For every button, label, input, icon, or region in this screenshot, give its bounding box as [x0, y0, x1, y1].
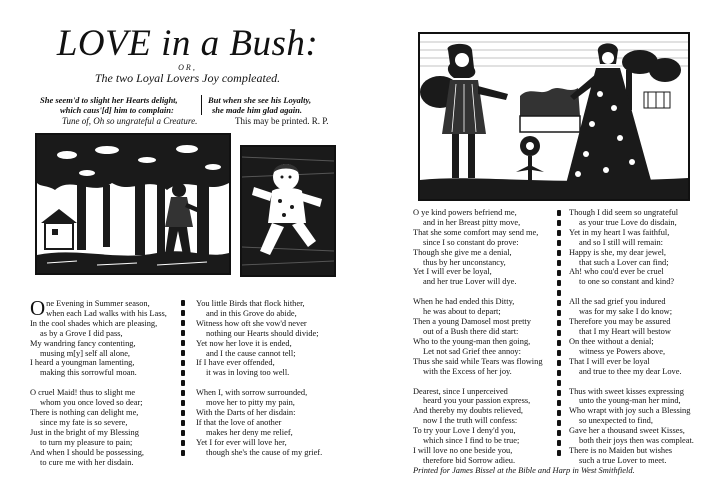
stanza — [413, 387, 543, 466]
verse-line: When he had ended this Ditty, — [413, 297, 515, 307]
summary-divider — [201, 95, 202, 115]
column-4 — [569, 208, 694, 466]
verse-line: Let not sad Grief thee annoy: — [423, 346, 521, 356]
verse-line: In the cool shades which are pleasing, — [30, 318, 158, 328]
verse-line: There is nothing can delight me, — [30, 408, 139, 418]
verse-line: which since I find to be true; — [423, 436, 520, 446]
verse-line: as your true Love do disdain, — [579, 217, 677, 227]
column-3 — [413, 208, 543, 466]
verse-line: move her to pitty my pain, — [206, 398, 295, 408]
ballad-title — [0, 24, 375, 64]
imprint: Printed for James Bissel at the Bible and Harp in West Smithfield. — [413, 466, 635, 475]
verse-line: so unexpected to find, — [579, 416, 653, 426]
verse-line: now I the truth will confess: — [423, 416, 518, 426]
title-or: OR, — [178, 63, 197, 72]
stanza — [569, 208, 694, 287]
verse-line: since I so constant do prove: — [423, 237, 519, 247]
tune-note: Tune of, Oh so ungrateful a Creature. — [62, 116, 198, 126]
stanza — [30, 388, 161, 467]
stanza — [569, 297, 694, 376]
verse-line: Thus she said while Tears was flowing — [413, 356, 543, 366]
verse-line: Gave her a thousand sweet Kisses, — [569, 426, 685, 436]
verse-line: makes her deny me relief, — [206, 427, 293, 437]
verse-line: and I the cause cannot tell; — [206, 348, 296, 358]
verse-line: If I have ever offended, — [196, 358, 275, 368]
summary-left-line-2: which caus'[d] him to complain: — [60, 105, 174, 115]
title-text: LOVE in a Bush: — [56, 23, 319, 64]
verse-line: whom you once loved so dear; — [40, 398, 143, 408]
verse-line: Who to the young-man then going, — [413, 336, 531, 346]
column-2 — [196, 299, 322, 458]
verse-line: to cure me with her disdain. — [40, 457, 134, 467]
verse-line: such a true Lover to meet. — [579, 455, 667, 465]
verse-line: I will love no one beside you, — [413, 445, 513, 455]
stanza — [569, 387, 694, 466]
verse-line: and true to thee my dear Love. — [579, 366, 682, 376]
verse-line: that such a Lover can find; — [579, 257, 669, 267]
summary-left-line-1: She seem'd to slight her Hearts delight, — [40, 95, 178, 105]
verse-line: To try your Love I deny'd you, — [413, 426, 516, 436]
verse-line: though she's the cause of my grief. — [206, 447, 323, 457]
verse-line: Ah! who cou'd ever be cruel — [569, 267, 664, 277]
verse-line: Just in the bright of my Blessing — [30, 427, 139, 437]
verse-line: musing m[y] self all alone, — [40, 348, 131, 358]
verse-line: and in her Breast pitty move, — [423, 217, 521, 227]
verse-line: witness ye Powers above, — [579, 346, 666, 356]
verse-line: O cruel Maid! thus to slight me — [30, 388, 136, 398]
stanza — [196, 299, 322, 378]
verse-line: was for my sake I do know; — [579, 307, 673, 317]
column-divider-ornament — [557, 210, 562, 460]
lovers-illustration — [420, 34, 688, 199]
verse-line: Happy is she, my dear jewel, — [569, 247, 666, 257]
verse-line: Then a young Damosel most pretty — [413, 317, 531, 327]
verse-line: Yet I will ever be loyal, — [413, 267, 492, 277]
column-divider-ornament — [181, 300, 186, 460]
verse-line: as by a Grove I did pass, — [40, 328, 123, 338]
verse-line: Witness how oft she vow'd never — [196, 318, 307, 328]
verse-line: If that the love of another — [196, 417, 282, 427]
column-1 — [30, 296, 167, 468]
stanza — [196, 388, 322, 457]
woodcut-cherub — [240, 145, 336, 277]
verse-line: O ye kind powers befriend me, — [413, 208, 517, 217]
verse-line: and her true Lover will dye. — [423, 277, 517, 287]
verse-line: With the Darts of her disdain: — [196, 408, 296, 418]
verse-line: thus by her unconstancy, — [423, 257, 506, 267]
verse-line: There is no Maiden but wishes — [569, 445, 673, 455]
stanza — [413, 208, 543, 287]
cherub-illustration — [242, 147, 334, 275]
verse-line: On thee without a denial; — [569, 336, 654, 346]
summary-left — [40, 95, 198, 115]
verse-line: All the sad grief you indured — [569, 297, 666, 307]
verse-line: When I, with sorrow surrounded, — [196, 388, 308, 398]
verse-line: That she some comfort may send me, — [413, 227, 539, 237]
verse-line: ne Evening in Summer season, — [46, 299, 150, 308]
verse-line: unto the young-man her mind, — [579, 396, 681, 406]
verse-line: since my fate is so severe, — [40, 417, 128, 427]
verse-line: Dearest, since I unperceived — [413, 386, 508, 396]
verse-line: Therefore you may be assured — [569, 317, 671, 327]
summary-right-line-2: she made him glad again. — [212, 105, 302, 115]
verse-line: that I my Heart will bestow — [579, 326, 671, 336]
verse-line: and in this Grove do abide, — [206, 308, 297, 318]
verse-line: making this sorrowful moan. — [40, 368, 137, 378]
verse-line: Who wrapt with joy such a Blessing — [569, 406, 691, 416]
stanza — [30, 296, 167, 378]
stanza — [413, 297, 543, 376]
summary-right — [208, 95, 358, 115]
verse-line: with the Excess of her joy. — [423, 366, 512, 376]
ballad-subtitle: The two Loyal Lovers Joy compleated. — [94, 71, 281, 85]
verse-line: both their joys then was compleat. — [579, 436, 694, 446]
verse-line: Yet I for ever will love her, — [196, 437, 287, 447]
verse-line: heard you your passion express, — [423, 396, 531, 406]
verse-line: Thus with sweet kisses expressing — [569, 386, 684, 396]
verse-line: to one so constant and kind? — [579, 277, 675, 287]
verse-line: nothing our Hearts should divide; — [206, 328, 319, 338]
verse-line: therefore bid Sorrow adieu. — [423, 455, 516, 465]
woodcut-man-in-grove — [35, 133, 231, 275]
verse-line: You little Birds that flock hither, — [196, 299, 305, 308]
verse-line: And when I should be possessing, — [30, 447, 144, 457]
verse-line: That I will ever be loyal — [569, 356, 650, 366]
verse-line: I heard a youngman lamenting, — [30, 358, 135, 368]
verse-line: and so I still will remain: — [579, 237, 663, 247]
verse-line: he was about to depart; — [423, 307, 501, 317]
woodcut-lovers-meeting — [418, 32, 690, 201]
verse-line: My wandring fancy contenting, — [30, 338, 136, 348]
grove-illustration — [37, 135, 229, 273]
summary-right-line-1: But when she see his Loyalty, — [208, 95, 312, 105]
license-note: This may be printed. R. P. — [235, 116, 329, 126]
verse-line: it was in loving too well. — [206, 368, 290, 378]
verse-line: And thereby my doubts relieved, — [413, 406, 524, 416]
verse-line: when each Lad walks with his Lass, — [46, 308, 167, 318]
drop-cap-o: O — [30, 296, 46, 320]
verse-line: Yet in my heart I was faithful, — [569, 227, 670, 237]
verse-line: to turn my pleasure to pain; — [40, 437, 133, 447]
verse-line: Yet now her love it is ended, — [196, 338, 292, 348]
verse-line: Though I did seem so ungrateful — [569, 208, 679, 217]
verse-line: Though she give me a denial, — [413, 247, 512, 257]
verse-line: out of a Bush there did start: — [423, 326, 519, 336]
